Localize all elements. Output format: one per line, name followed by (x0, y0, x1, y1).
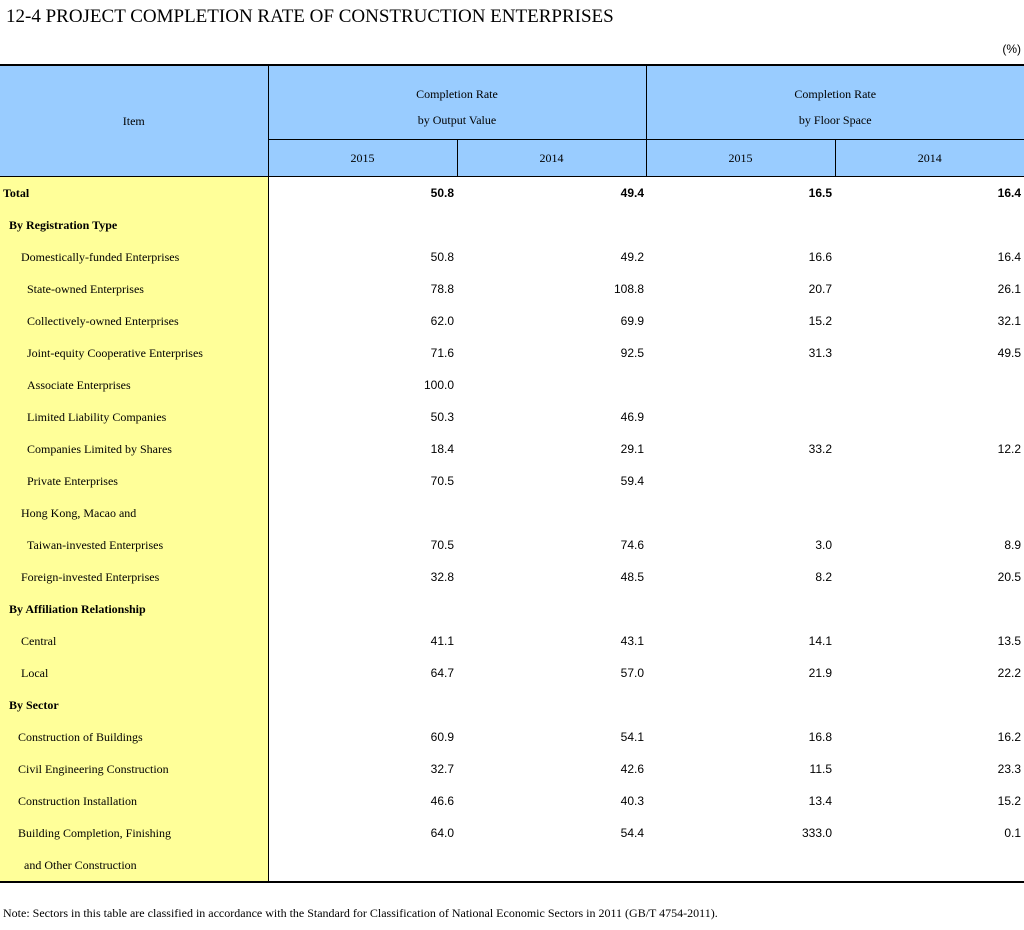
row-value: 32.8 (430, 570, 454, 584)
table-row (0, 177, 1024, 210)
row-value: 42.6 (620, 762, 644, 776)
row-value (268, 497, 457, 529)
row-value: 60.9 (430, 730, 454, 744)
data-table (0, 64, 1024, 883)
row-value: 16.6 (808, 250, 832, 264)
row-label: Construction Installation (0, 785, 268, 817)
row-label: By Affiliation Relationship (0, 593, 268, 625)
row-value: 54.4 (620, 826, 644, 840)
table-row (0, 497, 1024, 529)
table-row (0, 433, 1024, 465)
row-value: 20.7 (808, 282, 832, 296)
row-value: 21.9 (808, 666, 832, 680)
table-row (0, 721, 1024, 753)
table-row (0, 273, 1024, 305)
row-value: 46.6 (430, 794, 454, 808)
row-value: 26.1 (997, 282, 1021, 296)
row-label: Local (0, 657, 268, 689)
row-value: 32.7 (430, 762, 454, 776)
row-value: 50.3 (430, 410, 454, 424)
row-value (268, 689, 457, 721)
row-value: 20.5 (997, 570, 1021, 584)
row-value (646, 465, 835, 497)
header-year-floor-2014: 2014 (835, 140, 1024, 177)
row-value (835, 689, 1024, 721)
table-body (0, 177, 1024, 883)
row-label: Companies Limited by Shares (0, 433, 268, 465)
row-label: Limited Liability Companies (0, 401, 268, 433)
row-value (835, 497, 1024, 529)
row-value: 22.2 (997, 666, 1021, 680)
row-value: 70.5 (430, 538, 454, 552)
row-value: 8.9 (1004, 538, 1021, 552)
row-value: 54.1 (620, 730, 644, 744)
row-value: 50.8 (430, 186, 454, 200)
row-value: 40.3 (620, 794, 644, 808)
header-year-output-2015: 2015 (268, 140, 457, 177)
row-value (646, 401, 835, 433)
row-value (646, 849, 835, 882)
row-value: 11.5 (809, 762, 832, 776)
row-label: Central (0, 625, 268, 657)
row-value: 15.2 (997, 794, 1021, 808)
row-value: 41.1 (430, 634, 454, 648)
row-label: Joint-equity Cooperative Enterprises (0, 337, 268, 369)
row-label: Associate Enterprises (0, 369, 268, 401)
row-value: 78.8 (430, 282, 454, 296)
table-row (0, 785, 1024, 817)
unit-label: (%) (1002, 42, 1021, 56)
row-value: 16.4 (997, 186, 1021, 200)
row-label: Civil Engineering Construction (0, 753, 268, 785)
row-label: Hong Kong, Macao and (0, 497, 268, 529)
row-value (457, 209, 646, 241)
row-label: Foreign-invested Enterprises (0, 561, 268, 593)
row-value: 100.0 (423, 378, 454, 392)
row-value: 62.0 (430, 314, 454, 328)
row-value: 69.9 (620, 314, 644, 328)
row-value: 16.4 (997, 250, 1021, 264)
row-value: 48.5 (620, 570, 644, 584)
page-title: 12-4 PROJECT COMPLETION RATE OF CONSTRUCTION ENTERPRISES (6, 6, 614, 27)
table-row (0, 593, 1024, 625)
row-value: 16.5 (808, 186, 832, 200)
row-value (835, 209, 1024, 241)
row-value: 49.5 (997, 346, 1021, 360)
table-row (0, 625, 1024, 657)
row-value: 70.5 (430, 474, 454, 488)
header-floor-space-line2: by Floor Space (646, 102, 1024, 140)
row-label: Private Enterprises (0, 465, 268, 497)
row-value (268, 849, 457, 882)
row-value: 46.9 (620, 410, 644, 424)
header-year-floor-2015: 2015 (646, 140, 835, 177)
row-value: 74.6 (620, 538, 644, 552)
row-label: Domestically-funded Enterprises (0, 241, 268, 273)
table-row (0, 657, 1024, 689)
row-label: By Registration Type (0, 209, 268, 241)
row-value (646, 497, 835, 529)
row-label: Collectively-owned Enterprises (0, 305, 268, 337)
row-value: 14.1 (808, 634, 832, 648)
table-row (0, 369, 1024, 401)
row-value: 8.2 (815, 570, 832, 584)
row-value: 29.1 (620, 442, 644, 456)
row-value: 32.1 (997, 314, 1021, 328)
header-output-value-line1: Completion Rate (268, 65, 646, 102)
table-row (0, 401, 1024, 433)
row-label: Total (0, 177, 268, 210)
row-value (457, 497, 646, 529)
table-row (0, 561, 1024, 593)
row-value: 43.1 (620, 634, 644, 648)
row-value (835, 401, 1024, 433)
row-value: 33.2 (808, 442, 832, 456)
table-row (0, 849, 1024, 882)
row-value (457, 593, 646, 625)
row-value: 15.2 (808, 314, 832, 328)
row-value (646, 593, 835, 625)
row-value: 59.4 (620, 474, 644, 488)
row-value (835, 465, 1024, 497)
row-value (268, 593, 457, 625)
row-label: Construction of Buildings (0, 721, 268, 753)
row-value: 13.5 (997, 634, 1021, 648)
row-value: 12.2 (997, 442, 1021, 456)
table-row (0, 465, 1024, 497)
row-value: 64.7 (430, 666, 454, 680)
row-value: 31.3 (808, 346, 832, 360)
row-value (835, 593, 1024, 625)
header-item: Item (0, 65, 268, 177)
row-label: Building Completion, Finishing (0, 817, 268, 849)
table-row (0, 529, 1024, 561)
row-value: 3.0 (815, 538, 832, 552)
header-year-output-2014: 2014 (457, 140, 646, 177)
footnote: Note: Sectors in this table are classified in accordance with the Standard for Classification of National Economic Sectors in 2011 (GB/T 4754-2011). (3, 906, 718, 920)
table-row (0, 209, 1024, 241)
header-floor-space-line1: Completion Rate (646, 65, 1024, 102)
row-value: 71.6 (430, 346, 454, 360)
row-value: 13.4 (808, 794, 832, 808)
row-value (457, 369, 646, 401)
row-label: State-owned Enterprises (0, 273, 268, 305)
row-value (457, 689, 646, 721)
table-row (0, 241, 1024, 273)
row-value: 57.0 (620, 666, 644, 680)
table-row (0, 753, 1024, 785)
table-row (0, 817, 1024, 849)
table-row (0, 337, 1024, 369)
row-value: 108.8 (613, 282, 644, 296)
row-label: By Sector (0, 689, 268, 721)
row-label: Taiwan-invested Enterprises (0, 529, 268, 561)
row-value (646, 209, 835, 241)
row-value: 23.3 (997, 762, 1021, 776)
row-value (457, 849, 646, 882)
row-value (646, 369, 835, 401)
row-value: 16.2 (997, 730, 1021, 744)
row-value (835, 369, 1024, 401)
row-value: 92.5 (620, 346, 644, 360)
row-value: 0.1 (1004, 826, 1021, 840)
table-row (0, 305, 1024, 337)
row-value: 50.8 (430, 250, 454, 264)
row-label: and Other Construction (0, 849, 268, 882)
row-value: 49.2 (620, 250, 644, 264)
row-value: 333.0 (801, 826, 832, 840)
row-value: 16.8 (808, 730, 832, 744)
header-output-value-line2: by Output Value (268, 102, 646, 140)
row-value: 49.4 (620, 186, 644, 200)
row-value (268, 209, 457, 241)
row-value: 64.0 (430, 826, 454, 840)
table-row (0, 689, 1024, 721)
row-value (835, 849, 1024, 882)
row-value (646, 689, 835, 721)
row-value: 18.4 (430, 442, 454, 456)
